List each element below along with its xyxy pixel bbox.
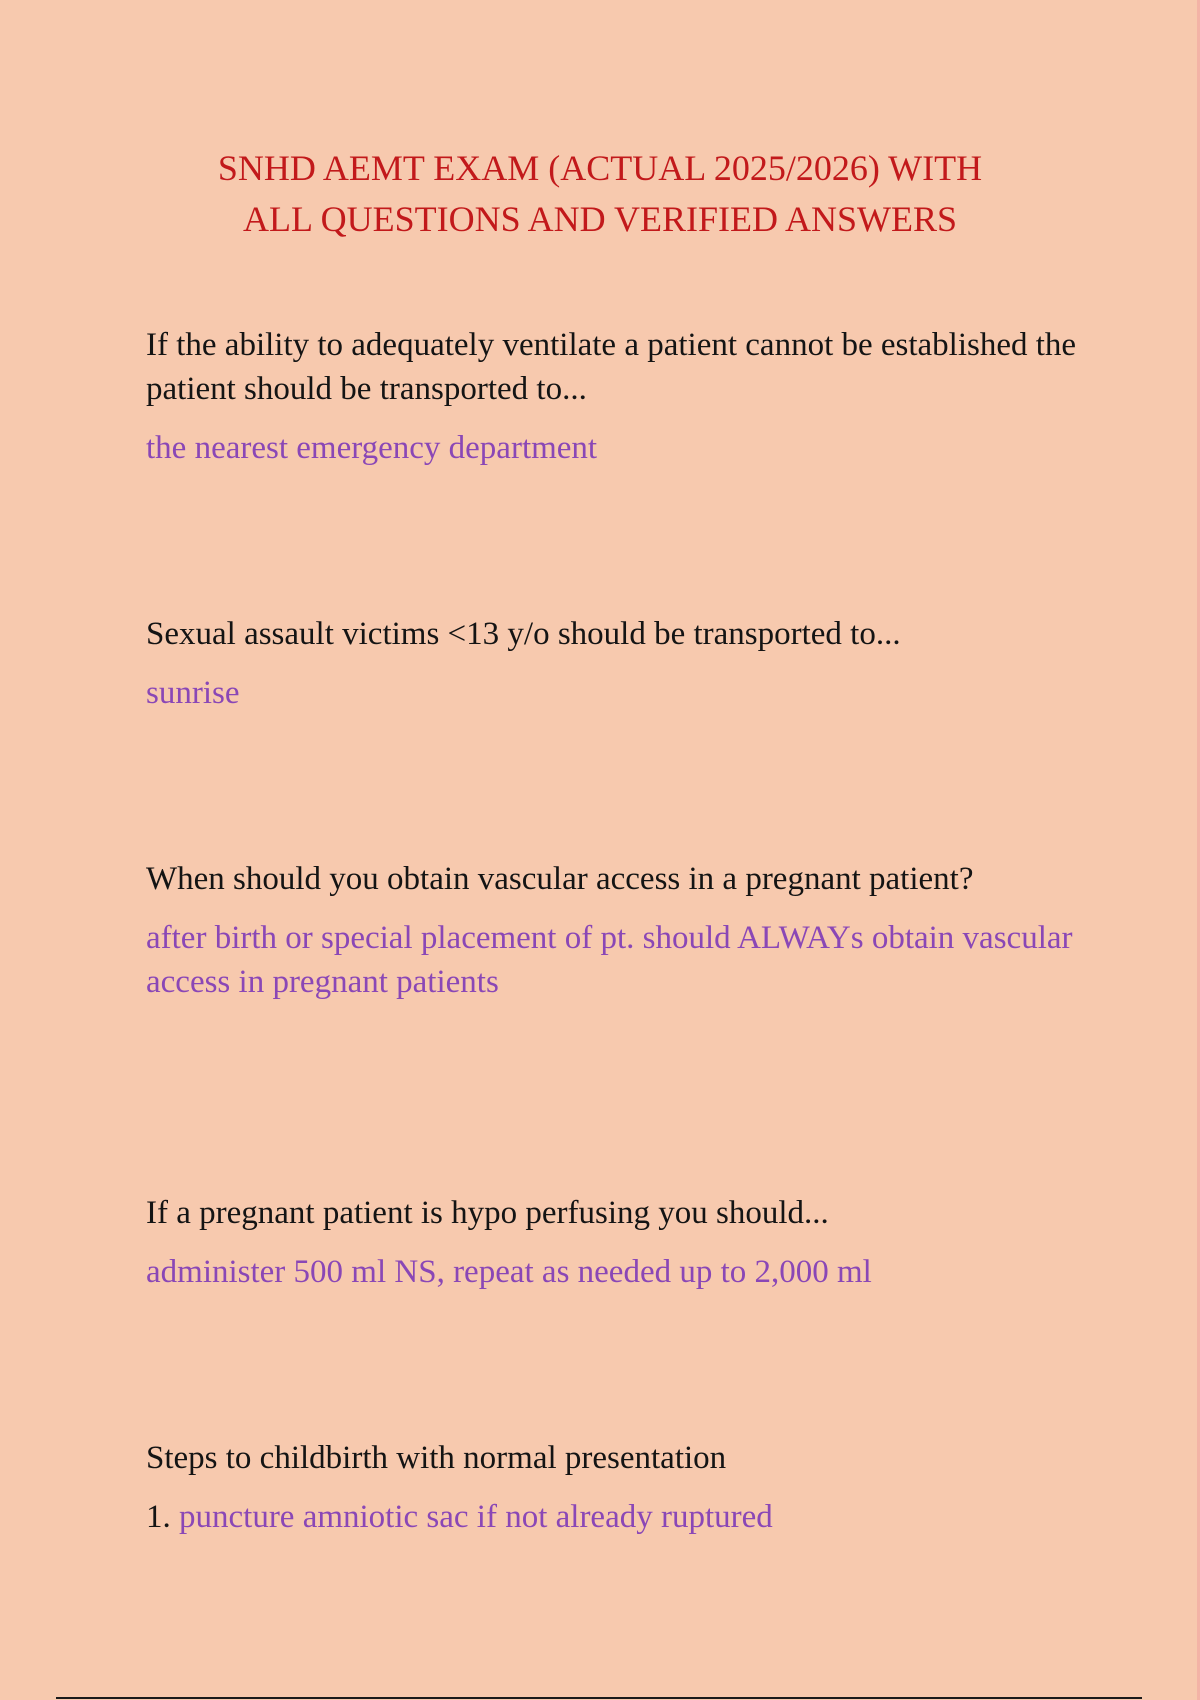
question-4: If a pregnant patient is hypo perfusing you should... (146, 1195, 829, 1231)
footer-divider (56, 1697, 1142, 1699)
answer-4: administer 500 ml NS, repeat as needed up to 2,000 ml (146, 1254, 872, 1290)
question-5: Steps to childbirth with normal presentation (146, 1440, 727, 1476)
qa-item-2 (146, 612, 1086, 715)
qa-item-1 (146, 323, 1086, 470)
qa-item-3 (146, 857, 1086, 1004)
title-line-1: SNHD AEMT EXAM (ACTUAL 2025/2026) WITH (217, 148, 983, 188)
question-3: When should you obtain vascular access in a pregnant patient? (146, 861, 974, 897)
answer-5-text: puncture amniotic sac if not already ruptured (179, 1499, 773, 1535)
question-2: Sexual assault victims <13 y/o should be transported to... (146, 616, 901, 652)
qa-item-5 (146, 1436, 1086, 1539)
title-line-2: ALL QUESTIONS AND VERIFIED ANSWERS (242, 199, 958, 239)
answer-5 (146, 1495, 1086, 1539)
answer-2: sunrise (146, 675, 240, 711)
question-1: If the ability to adequately ventilate a patient cannot be established the patient should be transported to... (146, 327, 1077, 407)
answer-3: after birth or special placement of pt. should ALWAYs obtain vascular access in pregnant patients (146, 920, 1073, 1000)
answer-1: the nearest emergency department (146, 430, 598, 466)
document-title (0, 143, 1200, 245)
answer-5-number: 1. (146, 1499, 171, 1535)
qa-item-4 (146, 1191, 1086, 1294)
